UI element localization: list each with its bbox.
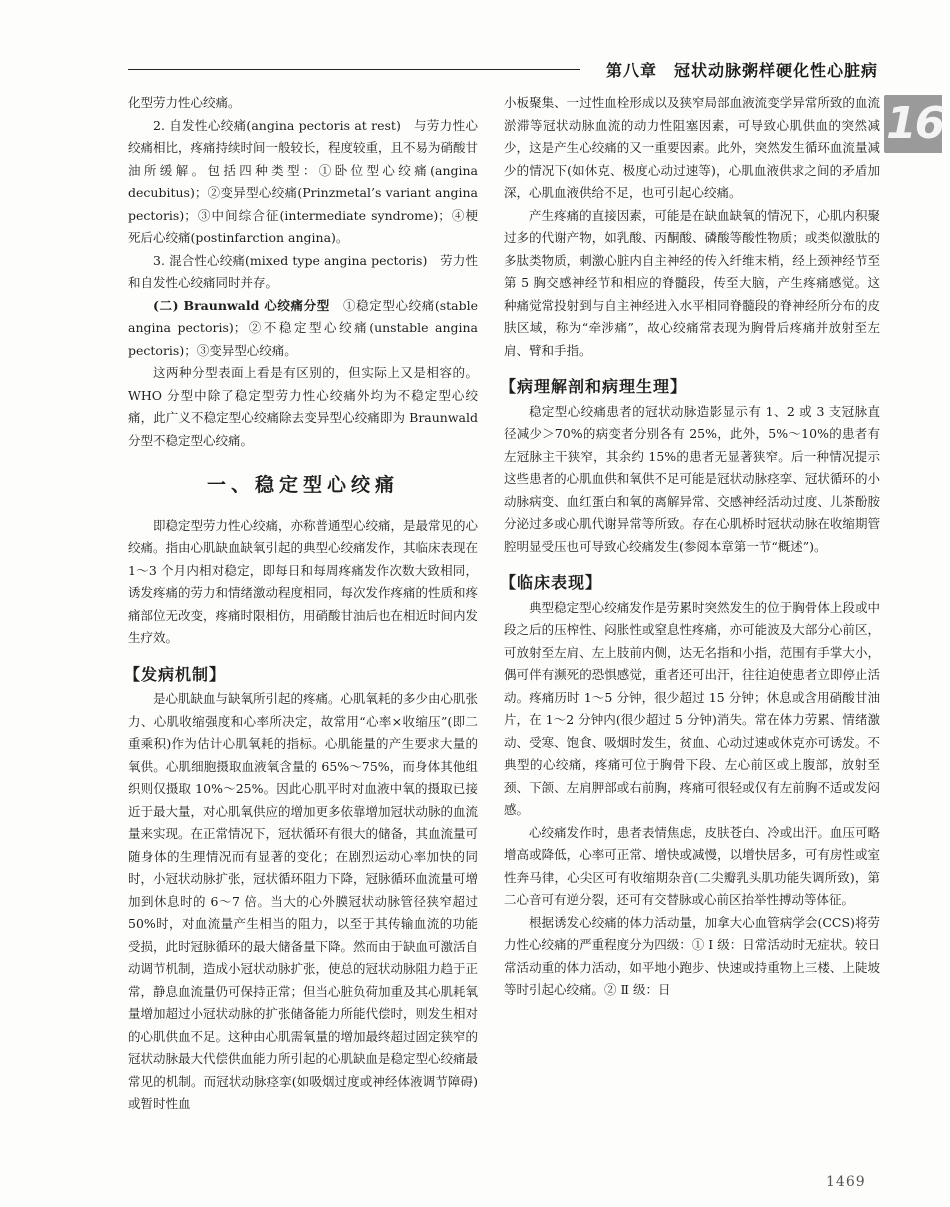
running-header [128,58,880,84]
paragraph [128,295,478,363]
section-title: 一、稳定型心绞痛 [206,474,399,496]
header-rule [128,69,580,70]
paragraph: 小板聚集、一过性血栓形成以及狭窄局部血液流变学异常所致的血流淤滞等冠状动脉血流的动力性阻塞因素，可导致心肌供血的突然减少，这是产生心绞痛的又一重要因素。此外，突然发生循环血流量减少的情况下(如休克、极度心动过速等)，心肌血液供求之间的矛盾加深，心肌血液供给不足，也可引起心绞痛。 [504,95,880,200]
heading-pathology: 【病理解剖和病理生理】 [500,377,688,396]
paragraph: 2. 自发性心绞痛(angina pectoris at rest) 与劳力性心绞痛相比，疼痛持续时间一般较长，程度较重，且不易为硝酸甘油所缓解。包括四种类型：①卧位型心绞痛(angina decubitus)；②变异型心绞痛(Prinzmetal’s variant angina pectoris)；③中间综合征(intermediate syndrome)；④梗死后心绞痛(postinfarction angina)。 [128,117,479,245]
page-number: 1469 [826,1174,866,1190]
paragraph: 典型稳定型心绞痛发作是劳累时突然发生的位于胸骨体上段或中段之后的压榨性、闷胀性或窒息性疼痛，亦可能波及大部分心前区，可放射至左肩、左上肢前内侧，达无名指和小指，范围有手掌大小，偶可伴有濒死的恐惧感觉，重者还可出汗，往往迫使患者立即停止活动。疼痛历时 1～5 分钟，很少超过 15 分钟；休息或含用硝酸甘油片，在 1～2 分钟内(很少超过 5 分钟)消失。常在体力劳累、情绪激动、受寒、饱食、吸烟时发生，贫血、心动过速或休克亦可诱发。不典型的心绞痛，疼痛可位于胸骨下段、左心前区或上腹部，放射至颈、下颌、左肩胛部或右前胸，疼痛可很轻或仅有左前胸不适或发闷感。 [504,599,880,817]
subheading-braunwald: (二) Braunwald 心绞痛分型 [153,297,330,313]
chapter-tab [884,95,942,153]
paragraph: 稳定型心绞痛患者的冠状动脉造影显示有 1、2 或 3 支冠脉直径减少＞70%的病变者分别各有 25%，此外，5%～10%的患者有左冠脉主干狭窄，其余约 15%的患者无显著狭窄。后一种情况提示这些患者的心肌血供和氧供不足可能是冠状动脉痉挛、冠状循环的小动脉病变、血红蛋白和氧的离解异常、交感神经活动过度、儿茶酚胺分泌过多或心肌代谢异常等所致。存在心肌桥时冠状动脉在收缩期管腔明显受压也可导致心绞痛发生(参阅本章第一节“概述”)。 [504,403,880,554]
right-column [500,92,880,1002]
paragraph: 这两种分型表面上看是有区别的，但实际上又是相容的。WHO 分型中除了稳定型劳力性心绞痛外均为不稳定型心绞痛，此广义不稳定型心绞痛除去变异型心绞痛即为 Braunwald 分型不稳定型心绞痛。 [128,365,478,448]
heading-clinical: 【临床表现】 [500,573,603,592]
paragraph: 即稳定型劳力性心绞痛，亦称普通型心绞痛，是最常见的心绞痛。指由心肌缺血缺氧引起的典型心绞痛发作，其临床表现在 1～3 个月内相对稳定，即每日和每周疼痛发作次数大致相同，诱发疼痛的劳力和情绪激动程度相同，每次发作疼痛的性质和疼痛部位无改变，疼痛时限相仿，用硝酸甘油后也在相近时间内发生疗效。 [128,517,479,645]
heading-mechanism: 【发病机制】 [124,664,227,684]
paragraph: 3. 混合性心绞痛(mixed type angina pectoris) 劳力性和自发性心绞痛同时并存。 [128,252,478,290]
chapter-number: 16 [886,98,944,149]
paragraph: 根据诱发心绞痛的体力活动量，加拿大心血管病学会(CCS)将劳力性心绞痛的严重程度分为四级：① Ⅰ 级：日常活动时无症状。较日常活动重的体力活动，如平地小跑步、快速或持重物上三楼、上陡坡等时引起心绞痛。② Ⅱ 级：日 [504,914,880,997]
paragraph: 产生疼痛的直接因素，可能是在缺血缺氧的情况下，心肌内积聚过多的代谢产物，如乳酸、丙酮酸、磷酸等酸性物质；或类似激肽的多肽类物质，刺激心脏内自主神经的传入纤维末梢，经上颈神经节至第 5 胸交感神经节和相应的脊髓段，传至大脑，产生疼痛感觉。这种痛觉常投射到与自主神经进入水平相同脊髓段的脊神经所分布的皮肤区域，称为“牵涉痛”，故心绞痛常表现为胸骨后疼痛并放射至左肩、臂和手指。 [504,207,880,358]
paragraph: 是心肌缺血与缺氧所引起的疼痛。心肌氧耗的多少由心肌张力、心肌收缩强度和心率所决定，故常用“心率×收缩压”(即二重乘积)作为估计心肌氧耗的指标。心肌能量的产生要求大量的氧供。心肌细胞摄取血液氧含量的 65%～75%，而身体其他组织则仅摄取 10%～25%。因此心肌平时对血液中氧的摄取已接近于最大量，对心肌氧供应的增加更多依靠增加冠状动脉的血流量来实现。在正常情况下，冠状循环有很大的储备，其血流量可随身体的生理情况而有显著的变化；在剧烈运动心率加快的同时，小冠状动脉扩张，冠状循环阻力下降，冠脉循环血流量可增加到休息时的 6～7 倍。当大的心外膜冠状动脉管径狭窄超过 50%时，对血流量产生相当的阻力，以至于其传输血流的功能受损，此时冠脉循环的最大储备量下降。然而由于缺血可激活自动调节机制，造成小冠状动脉扩张，使总的冠状动脉阻力趋于正常，静息血流量仍可保持正常；但当心脏负荷加重及其心肌耗氧量增加超过小冠状动脉的扩张储备能力所能代偿时，则发生相对的心肌供血不足。这种由心肌需氧量的增加最终超过固定狭窄的冠状动脉最大代偿供血能力所引起的心肌缺血是稳定型心绞痛最常见的机制。而冠状动脉痉挛(如吸烟过度或神经体液调节障碍)或暂时性血 [128,691,479,1111]
chapter-title: 第八章 冠状动脉粥样硬化性心脏病 [605,61,878,80]
paragraph: 化型劳力性心绞痛。 [128,95,241,110]
left-column [124,92,479,1116]
braunwald-text: ①稳定型心绞痛(stable angina pectoris)；②不稳定型心绞痛(unstable angina pectoris)；③变异型心绞痛。 [128,297,478,358]
paragraph: 心绞痛发作时，患者表情焦虑，皮肤苍白、冷或出汗。血压可略增高或降低，心率可正常、增快或减慢，以增快居多，可有房性或室性奔马律，心尖区可有收缩期杂音(二尖瓣乳头肌功能失调所致)，第二心音可有逆分裂，还可有交替脉或心前区抬举性搏动等体征。 [504,824,880,907]
